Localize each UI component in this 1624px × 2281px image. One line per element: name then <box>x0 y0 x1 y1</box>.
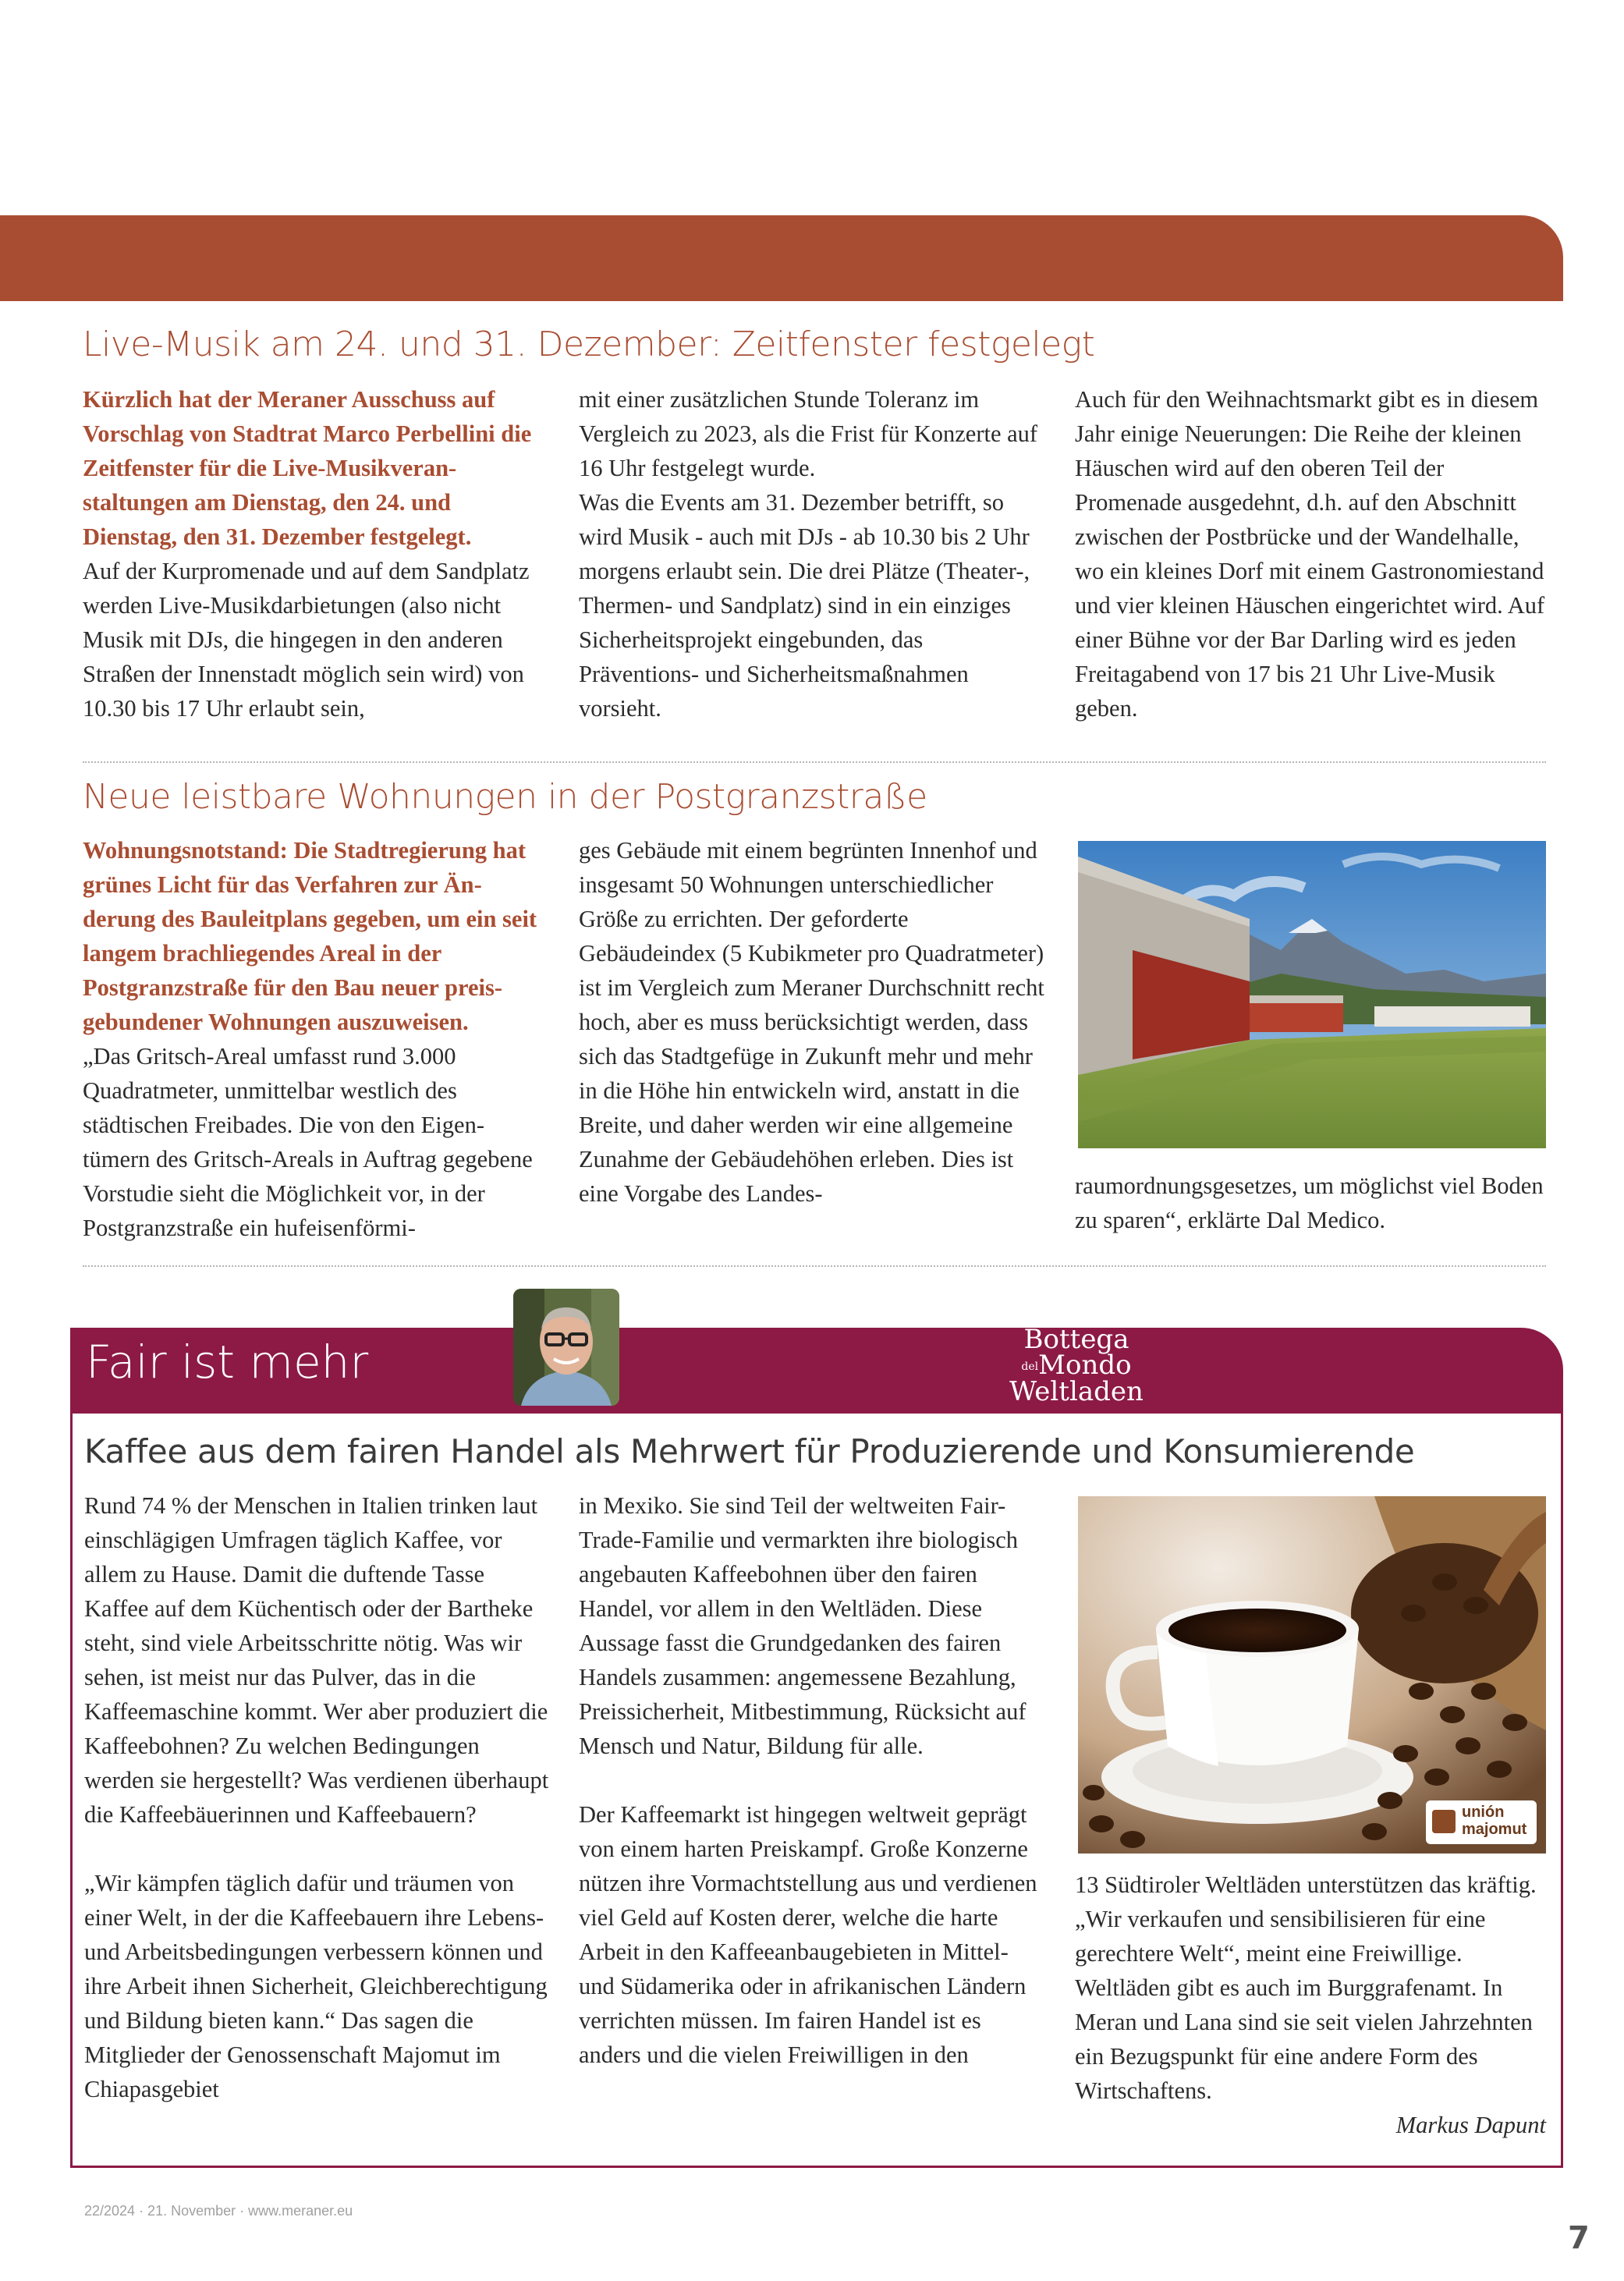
divider <box>83 1265 1546 1267</box>
article2-column-2 <box>579 833 1047 1211</box>
article2-column-1 <box>83 833 543 1245</box>
article1-column-1 <box>83 382 543 725</box>
logo-line3: Weltladen <box>1009 1376 1144 1407</box>
article1-col2-p2: Was die Events am 31. Dezember betrifft, so wird Musik - auch mit DJs - ab 10.30 bis 2 Uhr morgens erlaubt sein. Die drei Plätze (Theater-, Thermen- und Sandplatz) sind in ein einziges Sicherheitsprojekt eingebunden, das Präventions- und Sicherheitsmaßnahmen vorsieht. <box>579 489 1030 722</box>
article1-column-3 <box>1075 382 1546 725</box>
article-title-wohnungen: Neue leistbare Wohnungen in der Postgranzstraße <box>83 777 927 817</box>
article3-col2-p2: Der Kaffeemarkt ist hingegen weltweit geprägt von einem harten Preiskampf. Große Konzerne nützen ihre Vormachtstellung aus und verdienen viel Geld auf Kosten derer, welche die harte Arbeit in den Kaffeeanbaugebieten in Mittel- und Südamerika oder in afrikanischen Ländern verrichten müssen. Im fairen Handel ist es anders und die vielen Freiwilligen in den <box>579 1801 1037 2068</box>
author-portrait <box>513 1289 619 1406</box>
photo-coffee-cup <box>1078 1496 1546 1854</box>
article1-col1-text: Auf der Kurpromenade und auf dem Sandplatz werden Live-Musikdarbietungen (also nicht Musik mit DJs, die hingegen in den anderen Straßen der Innenstadt möglich sein wird) von 10.30 bis 17 Uhr erlaubt sein, <box>83 558 530 722</box>
page-number: 7 <box>1568 2220 1590 2256</box>
article3-signature: Markus Dapunt <box>1395 2112 1546 2138</box>
article-title-kaffee: Kaffee aus dem fairen Handel als Mehrwert für Produzierende und Konsumierende <box>84 1432 1415 1470</box>
article1-col3-text: Auch für den Weihnachtsmarkt gibt es in diesem Jahr einige Neuerungen: Die Reihe der kleinen Häuschen wird auf den oberen Teil der Promenade ausgedehnt, d.h. auf den Abschnitt zwischen der Postbrücke und der Wandelhalle, wo ein kleines Dorf mit einem Gastronomiestand und vier kleinen Häuschen eingerichtet wird. Auf einer Bühne vor der Bar Darling wird es jeden Freitagabend von 17 bis 21 Uhr Live-Musik geben. <box>1075 386 1545 722</box>
union-majomut-badge <box>1426 1800 1537 1844</box>
logo-del: del <box>1021 1360 1039 1373</box>
header-bar <box>0 215 1563 301</box>
badge-line2: majomut <box>1462 1821 1527 1838</box>
photo-gritsch-areal <box>1078 841 1546 1148</box>
divider <box>83 761 1546 763</box>
bottega-del-mondo-logo <box>1006 1324 1147 1407</box>
article3-col1-p1: Rund 74 % der Menschen in Italien trinken laut einschlägigen Umfragen täglich Kaffee, vor allem zu Hause. Damit die duftende Tasse Kaffee auf dem Küchentisch oder der Bartheke steht, sind viele Arbeitsschritte nötig. Was wir sehen, ist meist nur das Pulver, das in die Kaffeemaschine kommt. Wer aber produziert die Kaffeebohnen? Zu welchen Bedingungen werden sie hergestellt? Was verdienen überhaupt die Kaffeebäuerinnen und Kaffeebauern? <box>84 1492 549 1828</box>
article2-lead: Wohnungsnotstand: Die Stadtregierung hat grünes Licht für das Verfahren zur Änderung des Bauleitplans gegeben, um ein seit langem brachliegendes Areal in der Postgranzstraße für den Bau neuer preisgebundener Wohnungen auszuweisen. <box>83 837 537 1035</box>
article2-column-3 <box>1075 1169 1546 1237</box>
article3-col1-p2: „Wir kämpfen täglich dafür und träumen von einer Welt, in der die Kaffeebauern ihre Lebens- und Arbeitsbedingungen verbessern können und ihre Arbeit ihnen Sicherheit, Gleichberechtigung und Bildung bieten kann.“ Das sagen die Mitglieder der Genossenschaft Majomut im Chiapasgebiet <box>84 1870 548 2102</box>
article3-col3-text: 13 Südtiroler Weltläden unterstützen das kräftig. „Wir verkaufen und sensibilisieren für eine gerechtere Welt“, meint eine Freiwillige. Weltläden gibt es auch im Burggrafenamt. In Meran und Lana sind sie seit vielen Jahrzehnten ein Bezugspunkt für eine andere Form des Wirtschaftens. <box>1075 1871 1537 2104</box>
article3-column-3 <box>1075 1868 1546 2142</box>
article3-column-2 <box>579 1488 1047 2072</box>
footer-issue-info: 22/2024 · 21. November · www.meraner.eu <box>84 2203 353 2219</box>
badge-line1: unión <box>1462 1804 1505 1821</box>
article1-lead: Kürzlich hat der Meraner Ausschuss auf Vorschlag von Stadtrat Marco Perbellini die Zeitfenster für die Live-Musikveranstaltungen am Dienstag, den 24. und Dienstag, den 31. Dezember festgelegt. <box>83 386 532 550</box>
logo-line2: Mondo <box>1038 1350 1132 1381</box>
logo-line1: Bottega <box>1023 1324 1129 1355</box>
article3-column-1 <box>84 1488 552 2106</box>
section-title: Fair ist mehr <box>86 1336 369 1389</box>
coffee-bean-icon <box>1432 1810 1456 1833</box>
article2-col3-text: raumordnungsgesetzes, um möglichst viel Boden zu sparen“, erklärte Dal Medico. <box>1075 1172 1544 1233</box>
article-title-live-musik: Live-Musik am 24. und 31. Dezember: Zeitfenster festgelegt <box>83 325 1095 364</box>
article2-col2-text: ges Gebäude mit einem begrünten Innenhof und insgesamt 50 Wohnungen unterschiedlicher Größe zu errichten. Der geforderte Gebäudeindex (5 Kubikmeter pro Quadratmeter) ist im Vergleich zum Meraner Durchschnitt recht hoch, aber es muss berücksichtigt werden, dass sich das Stadtgefüge in Zukunft mehr und mehr in die Höhe hin entwickeln wird, anstatt in die Breite, und daher werden wir eine allgemeine Zunahme der Gebäudehöhen erleben. Dies ist eine Vorgabe des Landes- <box>579 837 1044 1207</box>
article1-column-2 <box>579 382 1047 725</box>
article2-col1-text: „Das Gritsch-Areal umfasst rund 3.000 Quadratmeter, unmittelbar westlich des städtischen Freibades. Die von den Eigentümern des Gritsch-Areals in Auftrag gegebene Vorstudie sieht die Möglichkeit vor, in der Postgranzstraße ein hufeisenförmi- <box>83 1043 533 1241</box>
article3-col2-p1: in Mexiko. Sie sind Teil der weltweiten Fair-Trade-Familie und vermarkten ihre biologisch angebauten Kaffeebohnen über den fairen Handel, vor allem in den Weltläden. Diese Aussage fasst die Grundgedanken des fairen Handels zusammen: angemessene Bezahlung, Preissicherheit, Mitbestimmung, Rücksicht auf Mensch und Natur, Bildung für alle. <box>579 1492 1027 1759</box>
article1-col2-p1: mit einer zusätzlichen Stunde Toleranz im Vergleich zu 2023, als die Frist für Konzerte auf 16 Uhr festgelegt wurde. <box>579 386 1038 481</box>
